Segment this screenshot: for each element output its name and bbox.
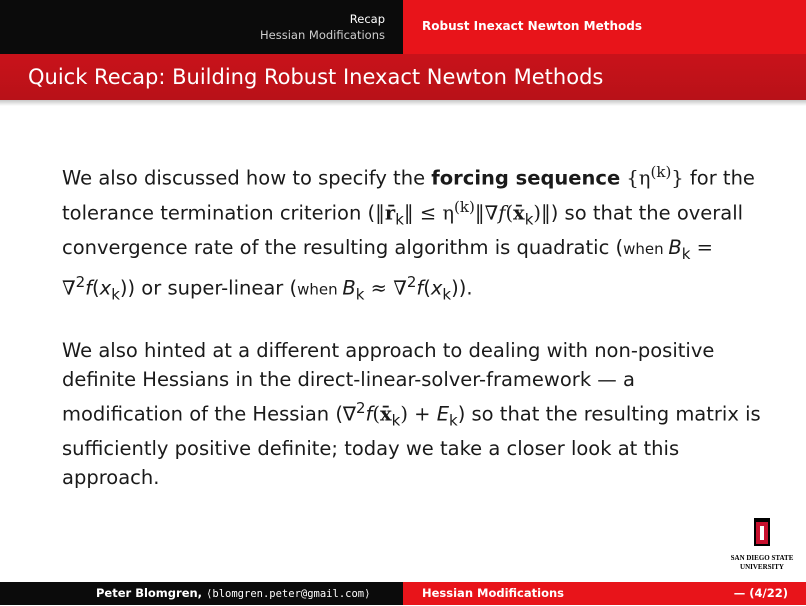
section-link-recap[interactable]: Recap [349, 12, 385, 26]
text: ) so that the resulting matrix is sufficiently positive definite; today we take a closer look at this approach. [62, 402, 761, 489]
math-var: B [668, 235, 682, 259]
logo-text-line2: UNIVERSITY [740, 563, 784, 571]
text: )). [451, 276, 473, 300]
math-superscript: 2 [355, 399, 366, 418]
footer-bar [0, 582, 806, 605]
math-subscript: k [391, 411, 401, 430]
author-email: ⟨blomgren.peter@gmail.com⟩ [206, 588, 371, 600]
text: ) so that the overall convergence rate of the resulting algorithm is quadratic ( [62, 201, 744, 259]
logo-stripe [760, 526, 764, 540]
math-subscript: k [449, 411, 458, 430]
paragraph-forcing-sequence: We also discussed how to specify the forcing sequence $\{\eta^{(k)}\}$ for the tolerance termination criterion ($‖r̄_k‖$ ≤ $\eta^{(k)}‖\nabla f(x̄_k)‖$) so that the overall convergence rate of the resulting algorithm is quadratic (when $B_k = \nabla^2f(x_k)$) or super-linear (when $B_k \approx \nabla^2f(x_k)$). [62, 163, 755, 304]
footer-section [403, 582, 806, 605]
text: We also hinted at a different approach to dealing with non-positive definite Hessians in the direct-linear-solver-framework — a modification of the Hessian (∇ [62, 339, 715, 426]
subsection-link-hessian[interactable]: Hessian Modifications [260, 28, 385, 42]
author-name: Peter Blomgren, [96, 586, 207, 600]
text: We also discussed how to specify the [62, 166, 432, 190]
text: for the tolerance termination criterion ( [62, 166, 755, 225]
math: ‖ ≤ η [403, 201, 455, 225]
footer-section-label: Hessian Modifications [422, 586, 564, 600]
text: ) or super-linear ( [127, 276, 298, 300]
footer-author [0, 582, 403, 605]
slide-title: Quick Recap: Building Robust Inexact Newton Methods [0, 54, 806, 100]
header-left [0, 0, 403, 54]
slide-body [62, 158, 762, 492]
sdsu-logo [730, 516, 794, 576]
current-section-label: Robust Inexact Newton Methods [422, 19, 642, 33]
logo-text-line1: SAN DIEGO STATE [730, 554, 794, 562]
math-superscript: 2 [406, 273, 417, 292]
header-bar [0, 0, 806, 54]
math-superscript: (k) [650, 163, 672, 181]
math: = ∇ [62, 235, 714, 300]
math-subscript: k [524, 210, 534, 229]
math-subscript: k [355, 285, 365, 304]
math-superscript: 2 [75, 273, 86, 292]
math-subscript: k [681, 244, 691, 263]
math-subscript: k [395, 210, 404, 229]
page-number: — (4/22) [733, 586, 788, 600]
math: ≈ ∇ [364, 276, 407, 300]
paragraph-hessian-modification: We also hinted at a different approach to dealing with non-positive definite Hessians in the direct-linear-solver-framework — a modification of the Hessian $(\nabla^2f(x̄_k) + E_k)$ so that the resulting matrix is sufficiently positive definite; today we take a closer look at this approach. [62, 339, 761, 489]
bold-term: forcing sequence [431, 166, 621, 190]
math-superscript: (k) [454, 198, 475, 216]
math-subscript: k [442, 285, 452, 304]
header-current-section[interactable] [403, 0, 806, 54]
text-small: when [623, 239, 669, 258]
math-var: B [342, 276, 356, 300]
math-subscript: k [111, 285, 120, 304]
math: {η [620, 166, 651, 190]
text-small: when [297, 280, 343, 299]
